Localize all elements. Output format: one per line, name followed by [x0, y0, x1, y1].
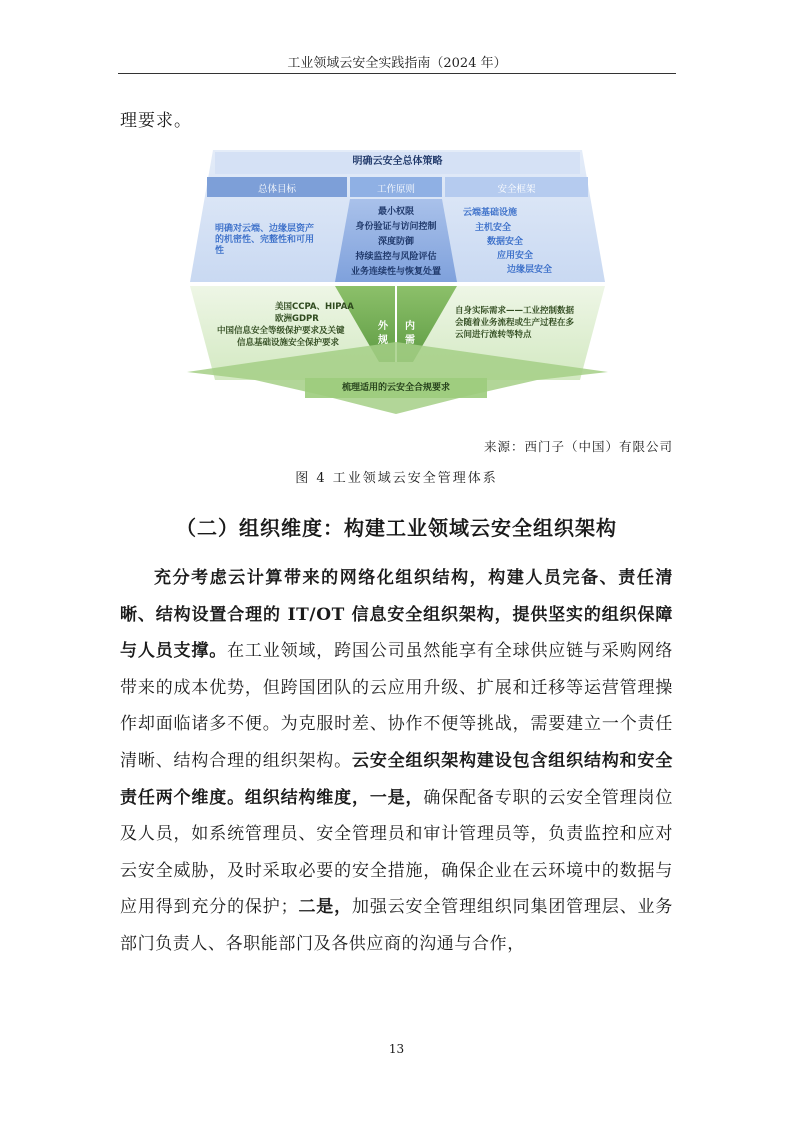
principle-5: 业务连续性与恢复处置 [350, 267, 441, 277]
body-paragraph [120, 560, 673, 963]
framework-item-1: 云端基础设施 [463, 208, 518, 218]
framework-item-2: 主机安全 [475, 223, 512, 233]
section-title: （二）组织维度：构建工业领域云安全组织架构 [176, 516, 617, 540]
bold-span-3: 二是， [298, 897, 353, 918]
goal-line-3: 性 [215, 246, 225, 256]
figure-source: 来源：西门子（中国）有限公司 [483, 439, 673, 454]
framework-item-5: 边缘层安全 [507, 265, 553, 275]
internal-line-3: 云间进行流转等特点 [455, 330, 532, 340]
text-span-3: 加强云安全管理组织同集团管理层、业务部门负责人、各职能部门及各供应商的沟通与合作， [120, 897, 673, 954]
header-rule [118, 73, 676, 74]
framework-header: 安全框架 [497, 184, 536, 195]
management-system-figure [185, 142, 610, 420]
continuation-text: 理要求。 [120, 111, 192, 131]
internal-line-1: 自身实际需求——工业控制数据 [455, 306, 575, 316]
goal-header: 总体目标 [257, 184, 296, 195]
text-span-1: 在工业领域，跨国公司虽然能享有全球供应链与采购网络带来的成本优势，但跨国团队的云应用升级、扩展和迁移等运营管理操作却面临诸多不便。为克服时差、协作不便等挑战，需要建立一个责任清晰、结构合理的组织架构。 [120, 641, 673, 771]
goal-line-2: 的机密性、完整性和可用 [215, 235, 315, 245]
bold-span-2: 云安全组织架构建设包含组织结构和安全责任两个维度。组织结构维度，一是， [120, 750, 673, 808]
principle-3: 深度防御 [377, 237, 414, 247]
external-line-3: 中国信息安全等级保护要求及关键 [217, 326, 345, 336]
bold-span-1: 充分考虑云计算带来的网络化组织结构，构建人员完备、责任清晰、结构设置合理的 IT/OT 信息安全组织架构，提供坚实的组织保障与人员支撑。 [120, 568, 673, 662]
figure-caption: 图 4 工业领域云安全管理体系 [295, 471, 498, 486]
framework-item-3: 数据安全 [487, 237, 524, 247]
external-line-4: 信息基础设施安全保护要求 [237, 338, 340, 348]
internal-line-2: 会随着业务流程或生产过程在多 [455, 318, 575, 328]
goal-line-1: 明确对云端、边缘层资产 [215, 224, 315, 234]
external-line-2: 欧洲GDPR [275, 314, 319, 324]
text-span-2: 确保配备专职的云安全管理岗位及人员，如系统管理员、安全管理员和审计管理员等，负责监控和应对云安全威胁，及时采取必要的安全措施，确保企业在云环境中的数据与应用得到充分的保护； [120, 787, 673, 918]
running-header: 工业领域云安全实践指南（2024 年） [287, 56, 507, 71]
page-number: 13 [388, 1042, 405, 1056]
external-line-1: 美国CCPA、HIPAA [275, 302, 354, 312]
framework-item-4: 应用安全 [497, 251, 534, 261]
bottom-banner-text: 梳理适用的云安全合规要求 [341, 383, 450, 393]
top-banner-text: 明确云安全总体策略 [352, 156, 443, 167]
principle-1: 最小权限 [377, 207, 414, 217]
principle-4: 持续监控与风险评估 [355, 252, 437, 262]
principle-2: 身份验证与访问控制 [355, 222, 437, 232]
internal-label: 内需 [405, 321, 415, 346]
principle-header: 工作原则 [376, 184, 415, 195]
external-label: 外规 [378, 321, 388, 346]
